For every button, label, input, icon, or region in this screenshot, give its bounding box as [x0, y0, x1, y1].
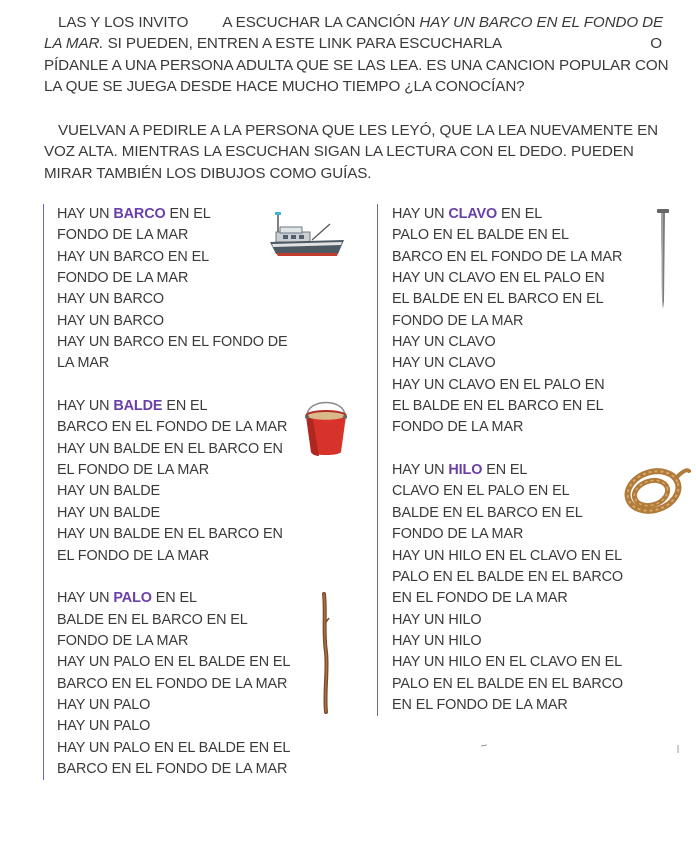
- verse-line: HAY UN PALO: [57, 718, 151, 735]
- verse-line: EN EL FONDO DE LA MAR: [392, 590, 568, 607]
- verse-line: HAY UN BALDE: [57, 483, 161, 500]
- verse-line: HAY UN BALDE EN EL BARCO EN: [57, 440, 283, 457]
- verse-line: HAY UN HILO: [392, 632, 482, 649]
- verse-line: HAY UN PALO EN EL BALDE EN EL: [57, 739, 291, 756]
- keyword-clavo: CLAVO: [448, 206, 498, 222]
- stick-icon: [318, 592, 332, 714]
- verse-line: FONDO DE LA MAR: [57, 227, 189, 244]
- verse-line: HAY UN HILO EN EL CLAVO EN EL: [392, 547, 623, 564]
- verse-heading: HAY UN CLAVO EN EL: [392, 206, 543, 222]
- verse-line: HAY UN BALDE: [57, 504, 161, 521]
- verse-line: HAY UN HILO: [392, 611, 482, 628]
- verse-line: HAY UN CLAVO EN EL PALO EN: [392, 376, 605, 393]
- verse-heading: HAY UN BARCO EN EL: [57, 206, 211, 222]
- verse-heading: HAY UN BALDE EN EL: [57, 398, 208, 415]
- verse-line: HAY UN BARCO: [57, 291, 165, 308]
- keyword-balde: BALDE: [113, 398, 163, 415]
- verse-line: FONDO DE LA MAR: [57, 632, 189, 649]
- nail-icon: [656, 207, 670, 311]
- verse-line: EN EL FONDO DE LA MAR: [392, 696, 568, 713]
- verse-palo: [57, 588, 357, 780]
- rope-icon: [617, 461, 691, 521]
- verse-line: FONDO DE LA MAR: [57, 270, 189, 287]
- verse-line: FONDO DE LA MAR: [392, 526, 524, 543]
- intro-line-1: LAS Y LOS INVITO A ESCUCHAR LA CANCIÓN HAY UN BARCO EN EL FONDO DE: [58, 14, 664, 31]
- stray-mark: [480, 744, 488, 748]
- verse-line: HAY UN PALO EN EL BALDE EN EL: [57, 654, 291, 671]
- keyword-barco: BARCO: [113, 206, 166, 222]
- intro-line-4: LA QUE SE JUEGA DESDE HACE MUCHO TIEMPO ¿LA CONOCÍAN?: [44, 77, 525, 95]
- stray-mark: [676, 744, 680, 754]
- intro-line-3: PÍDANLE A UNA PERSONA ADULTA QUE SE LAS LEA. ES UNA CANCION POPULAR CON: [44, 56, 669, 74]
- verse-line: FONDO DE LA MAR: [392, 419, 524, 436]
- intro-paragraph: [44, 12, 672, 97]
- verse-clavo: [392, 204, 692, 439]
- song-column-left: [43, 204, 357, 780]
- verse-line: PALO EN EL BALDE EN EL BARCO: [392, 568, 623, 585]
- verse-line: EL FONDO DE LA MAR: [57, 462, 209, 479]
- instructions-line-3: MIRAR TAMBIÉN LOS DIBUJOS COMO GUÍAS.: [44, 164, 372, 182]
- keyword-palo: PALO: [113, 590, 152, 607]
- verse-heading: HAY UN PALO EN EL: [57, 590, 197, 607]
- verse-line: BALDE EN EL BARCO EN EL: [392, 504, 583, 521]
- verse-line: FONDO DE LA MAR: [392, 312, 524, 329]
- verse-line: HAY UN CLAVO EN EL PALO EN: [392, 270, 605, 287]
- verse-line: HAY UN BARCO EN EL FONDO DE: [57, 334, 288, 351]
- instructions-line-2: VOZ ALTA. MIENTRAS LA ESCUCHAN SIGAN LA LECTURA CON EL DEDO. PUEDEN: [44, 143, 634, 161]
- verse-line: CLAVO EN EL PALO EN EL: [392, 483, 570, 500]
- bucket-icon: [301, 398, 351, 458]
- verse-line: EL FONDO DE LA MAR: [57, 547, 209, 564]
- verse-line: HAY UN CLAVO: [392, 355, 496, 372]
- verse-line: BARCO EN EL FONDO DE LA MAR: [57, 760, 288, 777]
- verse-line: LA MAR: [57, 355, 110, 372]
- verse-line: BARCO EN EL FONDO DE LA MAR: [392, 248, 623, 265]
- verse-line: HAY UN PALO: [57, 696, 151, 713]
- verse-line: EL BALDE EN EL BARCO EN EL: [392, 291, 604, 308]
- verse-line: BALDE EN EL BARCO EN EL: [57, 611, 248, 628]
- instructions-paragraph: [44, 120, 672, 184]
- verse-line: HAY UN BARCO EN EL: [57, 248, 210, 265]
- verse-line: EL BALDE EN EL BARCO EN EL: [392, 398, 604, 415]
- verse-line: PALO EN EL BALDE EN EL BARCO: [392, 675, 623, 692]
- verse-line: BARCO EN EL FONDO DE LA MAR: [57, 419, 288, 436]
- keyword-hilo: HILO: [448, 462, 483, 479]
- verse-heading: HAY UN HILO EN EL: [392, 462, 528, 479]
- instructions-line-1: VUELVAN A PEDIRLE A LA PERSONA QUE LES LEYÓ, QUE LA LEA NUEVAMENTE EN: [58, 122, 658, 139]
- boat-icon: [268, 210, 348, 260]
- verse-line: HAY UN HILO EN EL CLAVO EN EL: [392, 654, 623, 671]
- verse-line: PALO EN EL BALDE EN EL: [392, 227, 569, 244]
- verse-line: HAY UN BARCO: [57, 312, 165, 329]
- verse-line: HAY UN CLAVO: [392, 334, 496, 351]
- verse-line: BARCO EN EL FONDO DE LA MAR: [57, 675, 288, 692]
- intro-line-2: LA MAR. SI PUEDEN, ENTREN A ESTE LINK PARA ESCUCHARLA O: [44, 35, 662, 53]
- verse-line: HAY UN BALDE EN EL BARCO EN: [57, 526, 283, 543]
